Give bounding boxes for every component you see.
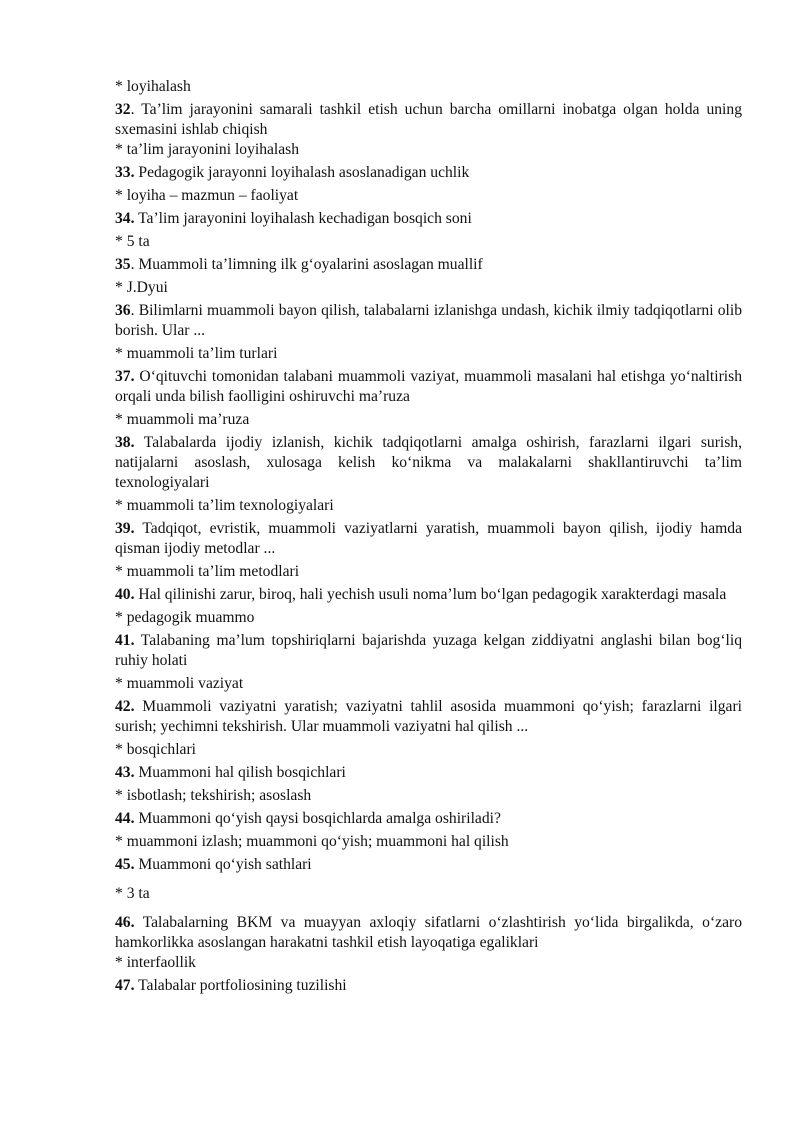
answer-line: * loyiha – mazmun – faoliyat [115, 187, 299, 204]
answer-line: * pedagogik muammo [115, 609, 255, 626]
question-text: Muammoni hal qilish bosqichlari [134, 764, 346, 781]
answer-line: * muammoni izlash; muammoni qo‘yish; muammoni hal qilish [115, 833, 509, 850]
question-number: 41. [115, 632, 135, 649]
question-text: Talabalar portfoliosining tuzilishi [134, 977, 347, 994]
answer-line: * bosqichlari [115, 741, 196, 758]
question-text: Muammoli vaziyatni yaratish; vaziyatni tahlil asosida muammoni qo‘yish; farazlarni ilgari surish; yechimni tekshirish. Ular muammoli vaziyatni hal qilish ... [115, 698, 742, 735]
question-text: Talabalarning BKM va muayyan axloqiy sifatlarni o‘zlashtirish yo‘lida birgalikda, o‘zaro hamkorlikka asoslangan harakatni tashkil etish layoqatiga egaliklari [115, 914, 742, 951]
answer-line: * muammoli ma’ruza [115, 411, 250, 428]
answer-line: * muammoli ta’lim turlari [115, 345, 278, 362]
question-number: 42. [115, 698, 135, 715]
question-35 [115, 255, 742, 275]
question-34 [115, 209, 742, 229]
answer-line: * loyihalash [115, 78, 191, 95]
question-36 [115, 301, 742, 341]
question-33 [115, 163, 742, 183]
question-number: 43. [115, 764, 135, 781]
question-number: 47. [115, 977, 135, 994]
question-number: 32 [115, 101, 131, 118]
question-number: 46. [115, 914, 135, 931]
question-text: Tadqiqot, evristik, muammoli vaziyatlarni yaratish, muammoli bayon qilish, ijodiy hamda qisman ijodiy metodlar ... [115, 520, 742, 557]
answer-line: * muammoli ta’lim texnologiyalari [115, 497, 334, 514]
question-44 [115, 809, 742, 829]
question-47 [115, 976, 742, 996]
question-number: 40. [115, 586, 135, 603]
question-40 [115, 585, 742, 605]
question-text: Muammoni qo‘yish qaysi bosqichlarda amalga oshiriladi? [134, 810, 501, 827]
question-text: Muammoni qo‘yish sathlari [134, 856, 312, 873]
question-number: 39. [115, 520, 135, 537]
answer-line: * ta’lim jarayonini loyihalash [115, 141, 300, 158]
question-41 [115, 631, 742, 671]
question-text: . Ta’lim jarayonini samarali tashkil etish uchun barcha omillarni inobatga olgan holda uning sxemasini ishlab chiqish [115, 101, 742, 138]
question-46 [115, 913, 742, 953]
answer-line: * muammoli ta’lim metodlari [115, 563, 300, 580]
question-45 [115, 855, 742, 875]
question-43 [115, 763, 742, 783]
answer-line: * muammoli vaziyat [115, 675, 244, 692]
question-number: 35 [115, 256, 131, 273]
question-42 [115, 697, 742, 737]
question-text: Talabaning ma’lum topshiriqlarni bajarishda yuzaga kelgan ziddiyatni anglashi bilan bog‘liq ruhiy holati [115, 632, 742, 669]
answer-line: * 5 ta [115, 233, 150, 250]
document-page [115, 77, 742, 996]
question-38 [115, 433, 742, 493]
question-number: 45. [115, 856, 135, 873]
answer-line: * isbotlash; tekshirish; asoslash [115, 787, 312, 804]
question-number: 36 [115, 302, 131, 319]
answer-line: * 3 ta [115, 885, 150, 902]
question-39 [115, 519, 742, 559]
question-text: Ta’lim jarayonini loyihalash kechadigan bosqich soni [134, 210, 472, 227]
answer-line: * interfaollik [115, 954, 196, 971]
question-number: 34. [115, 210, 135, 227]
question-text: . Muammoli ta’limning ilk g‘oyalarini asoslagan muallif [130, 256, 483, 273]
answer-line: * J.Dyui [115, 279, 168, 296]
question-text: O‘qituvchi tomonidan talabani muammoli vaziyat, muammoli masalani hal etishga yo‘naltirish orqali unda bilish faolligini oshiruvchi ma’ruza [115, 368, 742, 405]
question-text: . Bilimlarni muammoli bayon qilish, talabalarni izlanishga undash, kichik ilmiy tadqiqotlarni olib borish. Ular ... [115, 302, 742, 339]
question-number: 37. [115, 368, 135, 385]
question-37 [115, 367, 742, 407]
question-number: 44. [115, 810, 135, 827]
question-text: Hal qilinishi zarur, biroq, hali yechish usuli noma’lum bo‘lgan pedagogik xarakterdagi masala [134, 586, 727, 603]
question-32 [115, 100, 742, 140]
question-number: 38. [115, 434, 135, 451]
question-number: 33. [115, 164, 135, 181]
question-text: Talabalarda ijodiy izlanish, kichik tadqiqotlarni amalga oshirish, farazlarni ilgari surish, natijalarni asoslash, xulosaga kelish ko‘nikma va malakalarni shakllantiruvchi ta’lim texnologiyalari [115, 434, 742, 491]
question-text: Pedagogik jarayonni loyihalash asoslanadigan uchlik [134, 164, 470, 181]
